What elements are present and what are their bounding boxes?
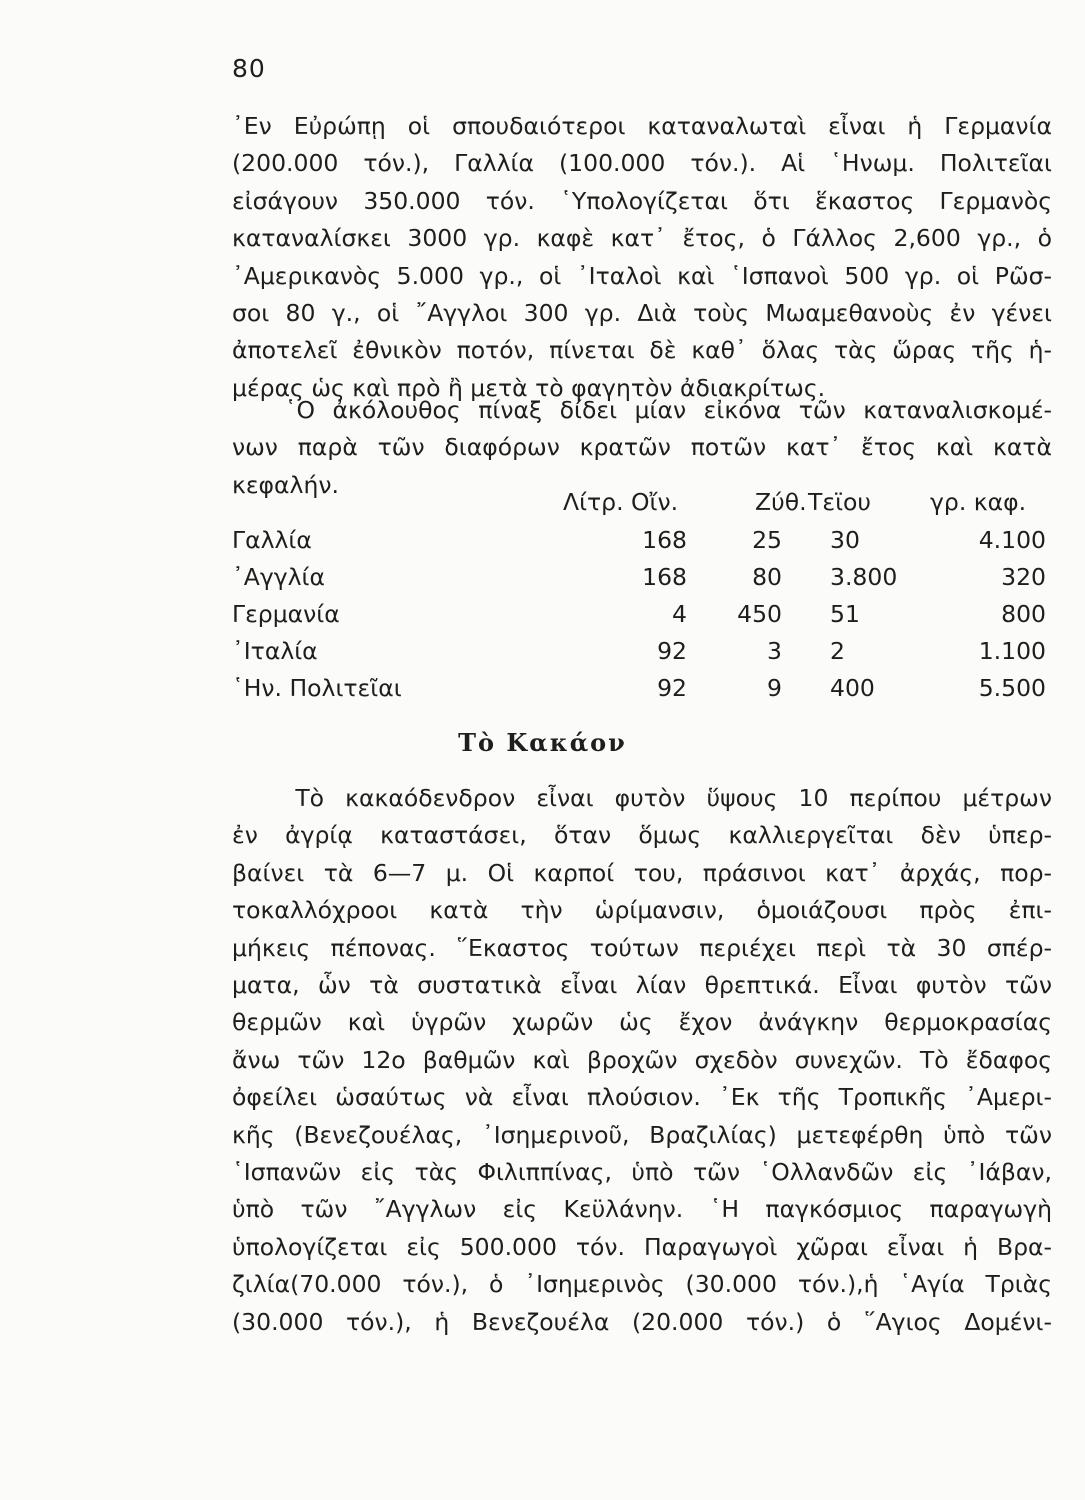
header-tea: Τεϊου	[808, 488, 871, 516]
table-row	[232, 674, 1052, 710]
cell-wine: 168	[642, 563, 687, 591]
cell-tea: 51	[830, 600, 860, 628]
cell-coffee: 4.100	[978, 526, 1046, 554]
text-line: ῾Ισπανῶν εἰς τὰς Φιλιππίνας, ὑπὸ τῶν ῾Ολλανδῶν εἰς ᾿Ιάβαν,	[232, 1158, 1052, 1187]
text-line: ὑπὸ τῶν ῎Αγγλων εἰς Κεϋλάνην. ῾Η παγκόσμιος παραγωγὴ	[232, 1195, 1052, 1224]
table-row	[232, 526, 1052, 562]
cell-tea: 30	[830, 526, 860, 554]
text-line: ἄνω τῶν 12ο βαθμῶν καὶ βροχῶν σχεδὸν συνεχῶν. Τὸ ἔδαφος	[232, 1045, 1052, 1074]
text-line: βαίνει τὰ 6—7 μ. Οἱ καρποί του, πράσινοι κατ᾿ ἀρχάς, πορ-	[232, 858, 1052, 887]
text-line: καταναλίσκει 3000 γρ. καφὲ κατ᾿ ἔτος, ὁ Γάλλος 2,600 γρ., ὁ	[232, 224, 1052, 253]
text-line: Τὸ κακαόδενδρον εἶναι φυτὸν ὕψους 10 περίπου μέτρων	[232, 784, 1052, 812]
text-line: κῆς (Βενεζουέλας, ᾿Ισημερινοῦ, Βραζιλίας) μετεφέρθη ὑπὸ τῶν	[232, 1120, 1052, 1149]
header-beer: Ζύθ.	[755, 488, 807, 516]
text-line: ὀφείλει ὡσαύτως νὰ εἶναι πλούσιον. ᾿Εκ τῆς Τροπικῆς ᾿Αμερι-	[232, 1083, 1052, 1112]
cell-coffee: 320	[1001, 563, 1046, 591]
cell-tea: 3.800	[830, 563, 898, 591]
cell-country: ᾿Αγγλία	[232, 563, 325, 591]
text-line: (200.000 τόν.), Γαλλία (100.000 τόν.). Αἱ ῾Ηνωμ. Πολιτεῖαι	[232, 149, 1052, 178]
table-row	[232, 637, 1052, 673]
text-line: νων παρὰ τῶν διαφόρων κρατῶν ποτῶν κατ᾿ ἔτος καὶ κατὰ	[232, 433, 1052, 462]
page-number: 80	[232, 54, 266, 83]
text-line: σοι 80 γ., οἱ ῎Αγγλοι 300 γρ. Διὰ τοὺς Μωαμεθανοὺς ἐν γένει	[232, 299, 1052, 328]
text-line: ᾿Αμερικανὸς 5.000 γρ., οἱ ᾿Ιταλοὶ καὶ ῾Ισπανοὶ 500 γρ. οἱ Ρῶσ-	[232, 261, 1052, 290]
cell-coffee: 5.500	[978, 674, 1046, 702]
table-row	[232, 563, 1052, 599]
cell-beer: 80	[752, 563, 782, 591]
text-line: ῾Ο ἀκόλουθος πίναξ δίδει μίαν εἰκόνα τῶν καταναλισκομέ-	[232, 396, 1052, 424]
cell-country: Γαλλία	[232, 526, 312, 554]
text-line: μήκεις πέπονας. ῞Εκαστος τούτων περιέχει περὶ τὰ 30 σπέρ-	[232, 933, 1052, 962]
text-line: τοκαλλόχροοι κατὰ τὴν ὡρίμανσιν, ὁμοιάζουσι πρὸς ἐπι-	[232, 896, 1052, 925]
cell-wine: 92	[657, 637, 687, 665]
text-line: μέρας ὡς καὶ πρὸ ἢ μετὰ τὸ φαγητὸν ἀδιακρίτως.	[232, 373, 826, 402]
paragraph-cocoa	[232, 780, 1052, 1341]
text-line: ἐν ἀγρίᾳ καταστάσει, ὅταν ὅμως καλλιεργεῖται δὲν ὑπερ-	[232, 821, 1052, 850]
cell-wine: 92	[657, 674, 687, 702]
text-line: ὑπολογίζεται εἰς 500.000 τόν. Παραγωγοὶ χῶραι εἶναι ἡ Βρα-	[232, 1232, 1052, 1261]
section-title: Τὸ Κακάον	[458, 728, 627, 757]
text-line: κεφαλήν.	[232, 470, 339, 499]
cell-country: ᾿Ιταλία	[232, 637, 318, 665]
cell-country: Γερμανία	[232, 600, 340, 628]
table-row	[232, 600, 1052, 636]
cell-beer: 9	[767, 674, 782, 702]
cell-beer: 3	[767, 637, 782, 665]
cell-beer: 450	[737, 600, 782, 628]
cell-tea: 2	[830, 637, 845, 665]
text-line: ματα, ὧν τὰ συστατικὰ εἶναι λίαν θρεπτικά. Εἶναι φυτὸν τῶν	[232, 971, 1052, 1000]
text-line: εἰσάγουν 350.000 τόν. ῾Υπολογίζεται ὅτι ἕκαστος Γερμανὸς	[232, 186, 1052, 215]
text-line: ᾿Εν Εὐρώπῃ οἱ σπουδαιότεροι καταναλωταὶ εἶναι ἡ Γερμανία	[232, 112, 1052, 140]
text-line: θερμῶν καὶ ὑγρῶν χωρῶν ὡς ἔχον ἀνάγκην θερμοκρασίας	[232, 1008, 1052, 1037]
cell-beer: 25	[752, 526, 782, 554]
text-line: ζιλία(70.000 τόν.), ὁ ᾿Ισημερινὸς (30.000 τόν.),ἡ ῾Αγία Τριὰς	[232, 1270, 1052, 1299]
cell-wine: 4	[672, 600, 687, 628]
paragraph-coffee-consumption	[232, 108, 1052, 407]
cell-coffee: 1.100	[978, 637, 1046, 665]
text-line: (30.000 τόν.), ἡ Βενεζουέλα (20.000 τόν.) ὁ ῞Αγιος Δομένι-	[232, 1307, 1052, 1336]
cell-wine: 168	[642, 526, 687, 554]
table-header	[232, 488, 1052, 524]
text-line: ἀποτελεῖ ἐθνικὸν ποτόν, πίνεται δὲ καθ᾿ ὅλας τὰς ὥρας τῆς ἡ-	[232, 336, 1052, 365]
cell-country: ῾Ην. Πολιτεῖαι	[232, 674, 402, 702]
cell-tea: 400	[830, 674, 875, 702]
cell-coffee: 800	[1001, 600, 1046, 628]
header-wine: Λίτρ. Οἴν.	[563, 488, 679, 516]
header-coffee: γρ. καφ.	[930, 488, 1027, 516]
